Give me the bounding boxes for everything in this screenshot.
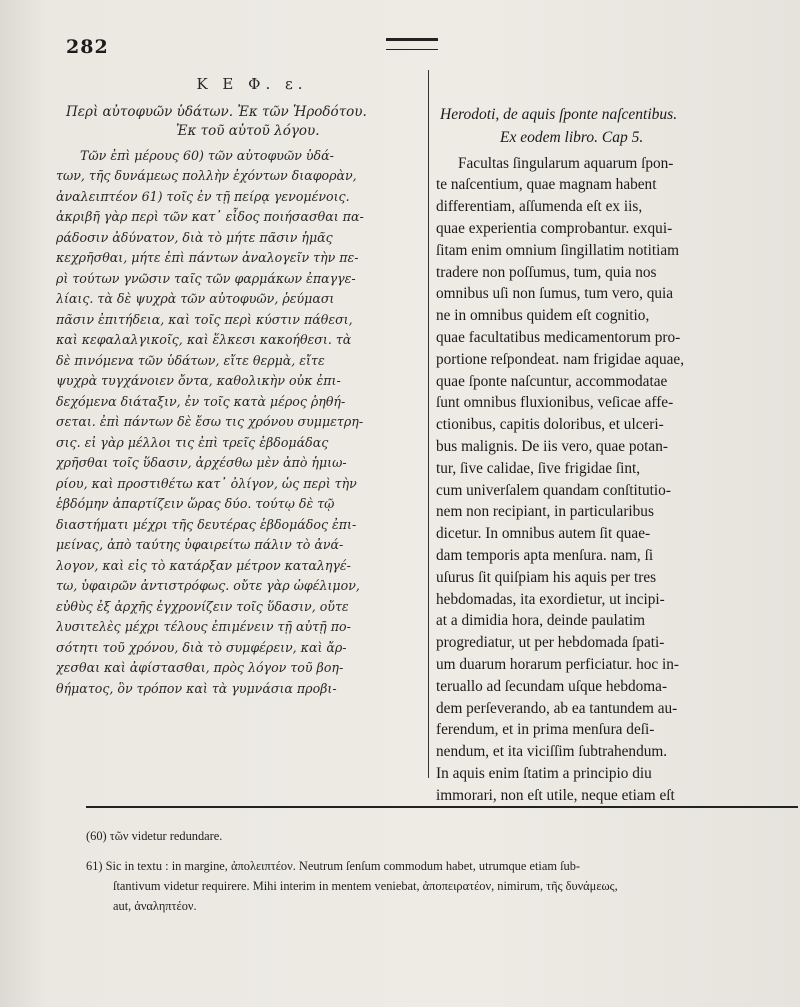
footnote-60: (60) τῶν videtur redundare.	[86, 829, 223, 843]
latin-text-line: dicetur. In omnibus autem ſit quae-	[436, 525, 651, 543]
latin-text-line: ne in omnibus quidem eſt cognitio,	[436, 307, 650, 325]
latin-text-line: ſunt omnibus fluxionibus, veſicae affe-	[436, 394, 674, 412]
footnote-separator-rule	[86, 806, 798, 808]
latin-title-line-2: Ex eodem libro. Cap 5.	[500, 128, 644, 146]
greek-text-line: εὐθὺς ἐξ ἀρχῆς ἐγχρονίζειν τοῖς ὕδασιν, οὔτε	[56, 598, 349, 614]
greek-text-line: Τῶν ἐπὶ μέρους 60) τῶν αὐτοφυῶν ὑδά-	[80, 147, 334, 163]
greek-text-line: λογον, καὶ εἰς τὸ κατάρξαν μέτρον καταληγέ-	[56, 557, 351, 573]
greek-text-line: σις. εἰ γὰρ μέλλοι τις ἐπὶ τρεῖς ἑβδομάδας	[56, 434, 329, 450]
greek-text-line: πᾶσιν ἐπιτήδεια, καὶ τοῖς περὶ κύστιν πάθεσι,	[56, 311, 353, 327]
greek-text-line: ἀκριβῆ γὰρ περὶ τῶν κατ᾽ εἶδος ποιήσασθαι πα-	[56, 209, 364, 224]
greek-text-line: ράδοσιν ἀδύνατον, διὰ τὸ μήτε πᾶσιν ἡμᾶς	[56, 229, 333, 245]
latin-text-line: uſurus ſit quiſpiam his aquis per tres	[436, 568, 657, 586]
latin-text-body	[436, 153, 782, 807]
greek-text-line: λίαις. τὰ δὲ ψυχρὰ τῶν αὐτοφυῶν, ῥεύμασι	[56, 291, 335, 306]
greek-text-line: κεχρῆσθαι, μήτε ἐπὶ πάντων ἀναλογεῖν τὴν πε-	[56, 250, 359, 265]
latin-text-line: at a dimidia hora, deinde paulatim	[436, 612, 645, 630]
latin-title-line-1: Herodoti, de aquis ſponte naſcentibus.	[440, 106, 678, 123]
greek-text-line: λυσιτελὲς μέχρι τέλους ἐπιμένειν τῇ αὐτῇ πο-	[56, 619, 351, 634]
page-number: 282	[66, 36, 109, 58]
latin-text-line: immorari, non eſt utile, neque etiam eſt	[436, 786, 675, 804]
greek-title-line-2: Ἐκ τοῦ αὐτοῦ λόγου.	[176, 122, 320, 139]
greek-text-line: διαστήματι μέχρι τῆς δευτέρας ἑβδομάδος ἐπι-	[56, 516, 357, 532]
greek-text-line: ψυχρὰ τυγχάνοιεν ὄντα, καθολικὴν οὐκ ἐπι-	[56, 373, 341, 388]
greek-text-line: σότητι τοῦ χρόνου, διὰ τὸ συμφέρειν, καὶ ἄρ-	[56, 639, 347, 655]
greek-text-line: ρὶ τούτων γνῶσιν ταῖς τῶν φαρμάκων ἐπαγγε-	[56, 270, 356, 286]
latin-text-line: progrediatur, ut per hebdomada ſpati-	[436, 634, 665, 652]
footnotes	[86, 826, 796, 916]
latin-text-line: um duarum horarum perficiatur. hoc in-	[436, 655, 679, 673]
latin-text-line: te naſcentium, quae magnam habent	[436, 176, 657, 194]
greek-text-line: σεται. ἐπὶ πάντων δὲ ἔσω τις χρόνου συμμετρη-	[56, 414, 364, 429]
greek-column	[56, 72, 418, 699]
latin-text-line: ſitam enim omnium ſingillatim notitiam	[436, 241, 680, 259]
greek-title-line-1: Περὶ αὐτοφυῶν ὑδάτων. Ἐκ τῶν Ἡροδότου.	[66, 103, 367, 120]
latin-text-line: Facultas ſingularum aquarum ſpon-	[458, 154, 674, 172]
greek-text-line: ρίου, καὶ προστιθέτω κατ᾽ ὀλίγον, ὡς περὶ τὴν	[56, 475, 357, 491]
latin-text-line: portione reſpondeat. nam frigidae aquae,	[436, 350, 685, 368]
latin-text-line: ctionibus, capitis doloribus, et ulceri-	[436, 416, 664, 434]
latin-text-line: quae facultatibus medicamentorum pro-	[436, 328, 681, 346]
greek-text-line: χρῆσθαι τοῖς ὕδασιν, ἀρχέσθω μὲν ἀπὸ ἡμιω-	[56, 455, 347, 470]
column-divider	[428, 70, 429, 778]
greek-text-line: ἑβδόμην ἀπαρτίζειν ὥρας δύο. τούτῳ δὲ τῷ	[56, 496, 335, 511]
latin-text-line: hebdomadas, ita exordietur, ut incipi-	[436, 590, 665, 608]
latin-text-line: nem non recipiant, in particularibus	[436, 503, 654, 521]
greek-text-line: θήματος, ὃν τρόπον καὶ τὰ γυμνάσια προβι-	[56, 680, 337, 696]
latin-text-line: bus malignis. De iis vero, quae potan-	[436, 437, 668, 455]
latin-text-line: tur, ſive calidae, ſive frigidae ſint,	[436, 459, 641, 477]
greek-text-line: δεχόμενα διάταξιν, ἐν τοῖς κατὰ μέρος ῥηθή-	[56, 393, 346, 409]
footnote-61-line: ſtantivum videtur requirere. Mihi interim in mentem veniebat, ἀποπειρατέον, nimirum, τῆς δυνάμεως,	[113, 879, 618, 893]
greek-text-line: μείνας, ἀπὸ ταύτης ὑφαιρείτω πάλιν τὸ ἀνά-	[56, 537, 344, 552]
greek-text-body	[56, 146, 418, 700]
latin-text-line: differentiam, aſſumenda eſt ex iis,	[436, 198, 643, 216]
latin-text-line: quae experientia comprobantur. exqui-	[436, 219, 673, 237]
greek-text-line: χεσθαι καὶ ἀφίστασθαι, πρὸς λόγον τοῦ βοη-	[56, 660, 344, 675]
greek-text-line: δὲ πινόμενα τῶν ὑδάτων, εἴτε θερμὰ, εἴτε	[56, 352, 325, 368]
latin-text-line: In aquis enim ſtatim a principio diu	[436, 764, 652, 782]
latin-text-line: nendum, et ita viciſſim ſubtrahendum.	[436, 743, 668, 761]
latin-text-line: cum univerſalem quandam conſtitutio-	[436, 481, 671, 499]
footnote-61-line: 61) Sic in textu : in margine, ἀπολειπτέον. Neutrum ſenſum commodum habet, utrumque etiam ſub-	[86, 859, 581, 873]
latin-text-line: teruallo ad ſecundam uſque hebdoma-	[436, 677, 668, 695]
greek-text-line: ἀναλειπτέον 61) τοῖς ἐν τῇ πείρᾳ γενομένοις.	[56, 188, 350, 204]
greek-text-line: καὶ κεφαλαλγικοῖς, καὶ ἕλκεσι κακοήθεσι. τὰ	[56, 332, 352, 347]
latin-text-line: omnibus uſi non ſumus, tum vero, quia	[436, 285, 674, 303]
header-ornament	[386, 38, 438, 50]
latin-text-line: ferendum, et in prima menſura deſi-	[436, 721, 655, 739]
latin-column	[436, 104, 782, 807]
greek-chapter-heading: Κ Ε Φ. ε.	[196, 75, 308, 93]
latin-text-line: dam temporis apta menſura. nam, ſi	[436, 546, 654, 564]
footnote-61-line: aut, ἀναληπτέον.	[113, 899, 197, 913]
greek-text-line: των, τῆς δυνάμεως πολλὴν ἐχόντων διαφορὰν,	[56, 168, 357, 183]
latin-text-line: quae ſponte naſcuntur, accommodatae	[436, 372, 668, 390]
latin-text-line: dem perſeverando, ab ea tantundem au-	[436, 699, 678, 717]
latin-text-line: tradere non poſſumus, tum, quia nos	[436, 263, 657, 281]
greek-text-line: τω, ὑφαιρῶν ἀντιστρόφως. οὔτε γὰρ ὠφέλιμον,	[56, 578, 360, 593]
